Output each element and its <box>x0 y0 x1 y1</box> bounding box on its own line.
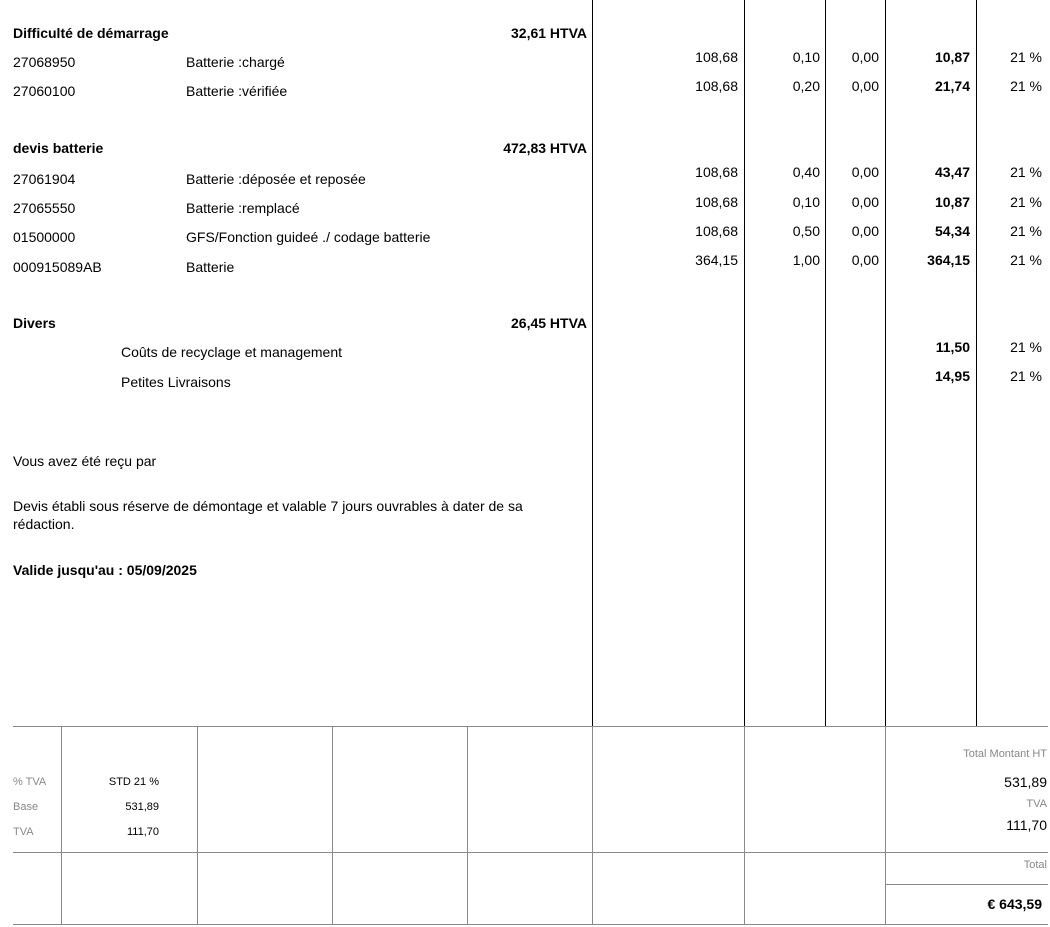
vat-rate-label: % TVA <box>13 776 47 788</box>
total-ht-value: 531,89 <box>1004 774 1047 790</box>
item-unit-price: 108,68 <box>695 164 738 180</box>
item-discount: 0,00 <box>851 223 879 239</box>
footer-divider <box>592 726 593 924</box>
section-total: 472,83 HTVA <box>503 140 587 156</box>
section-total: 32,61 HTVA <box>511 25 587 41</box>
item-unit-price: 108,68 <box>695 78 738 94</box>
footer-bottom-rule <box>13 924 1048 925</box>
item-discount: 0,00 <box>851 78 879 94</box>
section-total: 26,45 HTVA <box>511 315 587 331</box>
item-amount: 364,15 <box>927 252 970 268</box>
item-vat-rate: 21 % <box>1010 164 1042 180</box>
item-amount: 14,95 <box>934 368 970 384</box>
item-amount: 43,47 <box>934 164 970 180</box>
item-code: 27068950 <box>13 54 76 70</box>
item-description: Batterie <box>186 259 235 275</box>
grand-total-value: € 643,59 <box>987 896 1042 912</box>
item-description: Batterie :chargé <box>186 54 285 70</box>
item-discount: 0,00 <box>851 49 879 65</box>
footer-divider <box>61 726 62 924</box>
footer-divider <box>467 726 468 924</box>
column-divider-2 <box>744 0 745 727</box>
item-description: Batterie :déposée et reposée <box>186 171 366 187</box>
item-vat-rate: 21 % <box>1010 194 1042 210</box>
item-quantity: 0,50 <box>792 223 820 239</box>
item-vat-rate: 21 % <box>1010 339 1042 355</box>
disclaimer-text-continued: rédaction. <box>13 516 75 532</box>
item-quantity: 1,00 <box>792 252 820 268</box>
column-divider-3 <box>825 0 826 727</box>
column-divider-5 <box>976 0 977 727</box>
item-description: Batterie :remplacé <box>186 200 300 216</box>
item-discount: 0,00 <box>851 252 879 268</box>
footer-middle-rule <box>13 852 1048 853</box>
item-vat-rate: 21 % <box>1010 78 1042 94</box>
item-code: 27060100 <box>13 83 76 99</box>
column-divider-4 <box>885 0 886 727</box>
item-amount: 10,87 <box>934 49 970 65</box>
item-amount: 54,34 <box>934 223 970 239</box>
item-code: 01500000 <box>13 229 76 245</box>
footer-divider <box>885 726 886 924</box>
footer-total-rule <box>885 884 1048 885</box>
item-description: Petites Livraisons <box>121 374 231 390</box>
total-tva-label: TVA <box>1026 798 1047 810</box>
footer-divider <box>332 726 333 924</box>
valid-until: Valide jusqu'au : 05/09/2025 <box>13 562 197 578</box>
item-quantity: 0,20 <box>792 78 820 94</box>
item-quantity: 0,10 <box>792 49 820 65</box>
footer-top-rule <box>13 726 1048 727</box>
item-vat-rate: 21 % <box>1010 49 1042 65</box>
footer-divider <box>744 726 745 924</box>
item-amount: 21,74 <box>934 78 970 94</box>
item-discount: 0,00 <box>851 164 879 180</box>
item-code: 27065550 <box>13 200 76 216</box>
grand-total-label: Total <box>1023 859 1047 871</box>
item-code: 000915089AB <box>13 259 102 275</box>
section-title: Divers <box>13 315 56 331</box>
column-divider-1 <box>592 0 593 727</box>
footer-divider <box>197 726 198 924</box>
vat-amount-label: TVA <box>13 826 34 838</box>
item-unit-price: 108,68 <box>695 194 738 210</box>
item-quantity: 0,40 <box>792 164 820 180</box>
item-vat-rate: 21 % <box>1010 252 1042 268</box>
item-vat-rate: 21 % <box>1010 223 1042 239</box>
section-title: devis batterie <box>13 140 104 156</box>
item-description: Coûts de recyclage et management <box>121 344 343 360</box>
section-title: Difficulté de démarrage <box>13 25 169 41</box>
item-code: 27061904 <box>13 171 76 187</box>
item-quantity: 0,10 <box>792 194 820 210</box>
vat-base-label: Base <box>13 801 39 813</box>
vat-base-value: 531,89 <box>125 801 159 813</box>
item-unit-price: 108,68 <box>695 49 738 65</box>
item-vat-rate: 21 % <box>1010 368 1042 384</box>
vat-rate-value: STD 21 % <box>108 776 159 788</box>
disclaimer-text: Devis établi sous réserve de démontage et valable 7 jours ouvrables à dater de sa <box>13 498 523 514</box>
total-tva-value: 111,70 <box>1006 817 1047 833</box>
item-amount: 11,50 <box>935 339 970 355</box>
total-ht-label: Total Montant HT <box>963 748 1047 760</box>
item-description: GFS/Fonction guideé ./ codage batterie <box>186 229 431 245</box>
item-unit-price: 364,15 <box>695 252 738 268</box>
item-unit-price: 108,68 <box>695 223 738 239</box>
vat-amount-value: 111,70 <box>126 826 159 838</box>
item-amount: 10,87 <box>934 194 970 210</box>
item-discount: 0,00 <box>851 194 879 210</box>
received-by-text: Vous avez été reçu par <box>13 453 157 469</box>
item-description: Batterie :vérifiée <box>186 83 288 99</box>
